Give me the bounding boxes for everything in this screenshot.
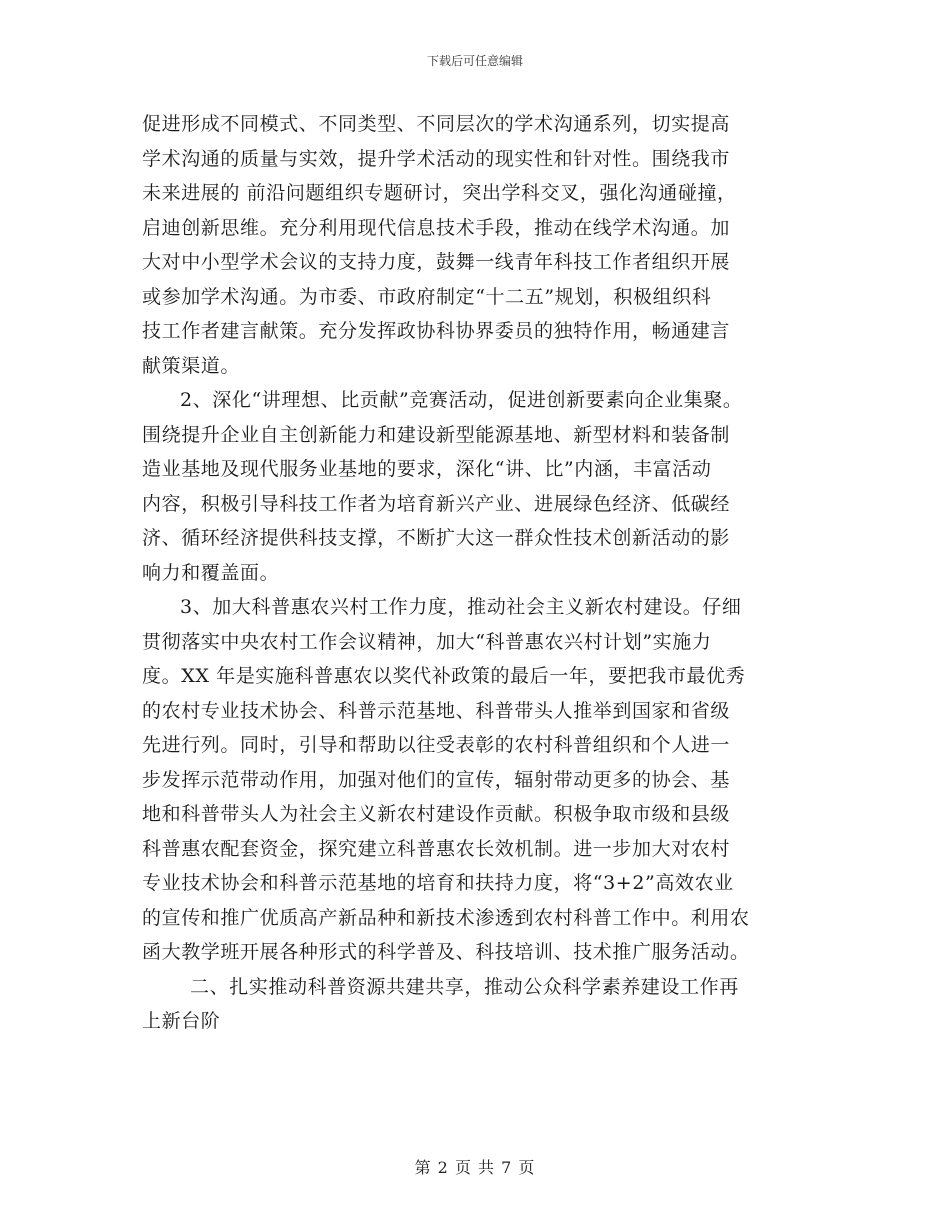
text-line: 或参加学术沟通。为市委、市政府制定“十二五”规划，积极组织科 bbox=[142, 285, 712, 308]
text-line: 未来进展的 前沿问题组织专题研讨，突出学科交叉，强化沟通碰撞， bbox=[142, 182, 737, 204]
section-heading-line: 上新台阶 bbox=[142, 1010, 221, 1032]
section-heading-line: 二、扎实推动科普资源共建共享，推动公众科学素养建设工作再 bbox=[190, 975, 739, 998]
text-line: 济、循环经济提供科技支撑，不断扩大这一群众性技术创新活动的影 bbox=[142, 527, 731, 549]
text-line: 函大教学班开展各种形式的科学普及、科技培训、技术推广服务活动。 bbox=[142, 941, 750, 963]
document-body bbox=[142, 107, 822, 1039]
text-line: 专业技术协会和科普示范基地的培育和扶持力度，将“3+2”高效农业 bbox=[142, 872, 734, 894]
paragraph-start-line: 2、深化“讲理想、比贡献”竞赛活动，促进创新要素向企业集聚。 bbox=[180, 389, 743, 411]
page-footer: 第 2 页 共 7 页 bbox=[414, 1158, 536, 1177]
text-line: 启迪创新思维。充分利用现代信息技术手段，推动在线学术沟通。加 bbox=[142, 216, 731, 239]
text-line: 造业基地及现代服务业基地的要求，深化“讲、比”内涵，丰富活动 bbox=[142, 458, 712, 480]
text-line: 大对中小型学术会议的支持力度，鼓舞一线青年科技工作者组织开展 bbox=[142, 251, 731, 273]
text-line: 贯彻落实中央农村工作会议精神，加大“科普惠农兴村计划”实施力 bbox=[142, 630, 712, 653]
text-line: 献策渠道。 bbox=[142, 354, 241, 377]
text-line: 技工作者建言献策。充分发挥政协科协界委员的独特作用，畅通建言 bbox=[142, 320, 731, 342]
paragraph-start-line: 3、加大科普惠农兴村工作力度，推动社会主义新农村建设。仔细 bbox=[180, 596, 742, 618]
text-line: 围绕提升企业自主创新能力和建设新型能源基地、新型材料和装备制 bbox=[142, 423, 731, 446]
text-line: 地和科普带头人为社会主义新农村建设作贡献。积极争取市级和县级 bbox=[142, 803, 731, 825]
text-line: 的宣传和推广优质高产新品种和新技术渗透到农村科普工作中。利用农 bbox=[142, 906, 750, 929]
text-line: 步发挥示范带动作用，加强对他们的宣传，辐射带动更多的协会、基 bbox=[142, 768, 731, 791]
page-header: 下载后可任意编辑 bbox=[426, 54, 523, 68]
text-line: 科普惠农配套资金，探究建立科普惠农长效机制。进一步加大对农村 bbox=[142, 837, 731, 860]
text-line: 响力和覆盖面。 bbox=[142, 561, 280, 584]
text-line: 学术沟通的质量与实效，提升学术活动的现实性和针对性。围绕我市 bbox=[142, 147, 731, 170]
text-line: 内容，积极引导科技工作者为培育新兴产业、进展绿色经济、低碳经 bbox=[142, 492, 731, 515]
text-line: 度。XX 年是实施科普惠农以奖代补政策的最后一年，要把我市最优秀 bbox=[142, 665, 746, 687]
text-line: 的农村专业技术协会、科普示范基地、科普带头人推举到国家和省级 bbox=[142, 699, 731, 722]
text-line: 促进形成不同模式、不同类型、不同层次的学术沟通系列，切实提高 bbox=[142, 113, 731, 135]
text-line: 先进行列。同时，引导和帮助以往受表彰的农村科普组织和个人进一 bbox=[142, 734, 731, 756]
